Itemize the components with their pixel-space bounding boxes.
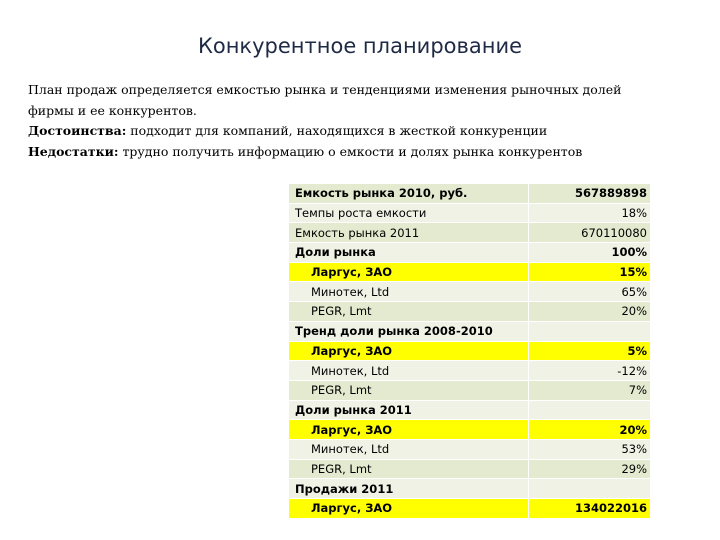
table-cell-value	[529, 479, 651, 499]
table-cell-label: PEGR, Lmt	[289, 459, 529, 479]
table-cell-label: Емкость рынка 2010, руб.	[289, 184, 529, 204]
table-cell-value: -12%	[529, 361, 651, 381]
table-cell-label: Темпы роста емкости	[289, 203, 529, 223]
slide-title: Конкурентное планирование	[197, 34, 523, 58]
table-row-pegr-share	[289, 302, 651, 322]
advantages-text: подходит для компаний, находящихся в жесткой конкуренции	[126, 123, 548, 138]
table-cell-value: 134022016	[529, 499, 651, 519]
table-row-pegr-trend	[289, 380, 651, 400]
table-cell-label: PEGR, Lmt	[289, 302, 529, 322]
drawbacks-paragraph	[28, 142, 688, 163]
advantages-label: Достоинства:	[28, 123, 127, 138]
intro-line-1: План продаж определяется емкостью рынка и тенденциями изменения рыночных долей	[28, 82, 622, 97]
table-cell-value: 53%	[529, 439, 651, 459]
table-cell-label: Минотек, Ltd	[289, 361, 529, 381]
drawbacks-label: Недостатки:	[28, 143, 119, 159]
table-cell-label: Емкость рынка 2011	[289, 223, 529, 243]
table-cell-label: Минотек, Ltd	[289, 439, 529, 459]
table-row-pegr-share-2011	[289, 459, 651, 479]
table-cell-value: 100%	[529, 243, 651, 263]
table-cell-value: 20%	[529, 420, 651, 440]
table-row-sales-2011-header	[289, 479, 651, 499]
table-row-capacity-growth	[289, 203, 651, 223]
table-cell-value	[529, 321, 651, 341]
table-cell-label: Доли рынка	[289, 243, 529, 263]
table-row-market-capacity-2011	[289, 223, 651, 243]
table-cell-value: 20%	[529, 302, 651, 322]
table-cell-value: 29%	[529, 459, 651, 479]
table-row-minotek-share	[289, 282, 651, 302]
table-cell-value: 15%	[529, 262, 651, 282]
table-cell-value	[529, 400, 651, 420]
table-cell-label: Тренд доли рынка 2008-2010	[289, 321, 529, 341]
table-cell-value: 65%	[529, 282, 651, 302]
table-row-largus-trend	[289, 341, 651, 361]
table-row-minotek-share-2011	[289, 439, 651, 459]
table-row-market-shares-header	[289, 243, 651, 263]
table-cell-value: 670110080	[529, 223, 651, 243]
table-cell-value: 18%	[529, 203, 651, 223]
table-row-trend-header	[289, 321, 651, 341]
table-row-minotek-trend	[289, 361, 651, 381]
drawbacks-text: трудно получить информацию о емкости и долях рынка конкурентов	[118, 143, 583, 159]
intro-text	[28, 80, 688, 162]
table-row-market-capacity-2010	[289, 184, 651, 204]
table-row-largus-sales-2011	[289, 499, 651, 519]
advantages-paragraph	[28, 121, 688, 142]
table-cell-value: 5%	[529, 341, 651, 361]
table-cell-label: Ларгус, ЗАО	[289, 262, 529, 282]
table-row-largus-share	[289, 262, 651, 282]
table-cell-label: Доли рынка 2011	[289, 400, 529, 420]
table-cell-label: PEGR, Lmt	[289, 380, 529, 400]
table-cell-label: Продажи 2011	[289, 479, 529, 499]
table-cell-label: Ларгус, ЗАО	[289, 499, 529, 519]
table-row-largus-share-2011	[289, 420, 651, 440]
table-row-shares-2011-header	[289, 400, 651, 420]
table-cell-label: Ларгус, ЗАО	[289, 341, 529, 361]
table-cell-value: 7%	[529, 380, 651, 400]
table-cell-value: 567889898	[529, 184, 651, 204]
table-cell-label: Минотек, Ltd	[289, 282, 529, 302]
intro-line-2: фирмы и ее конкурентов.	[28, 102, 197, 118]
market-share-table	[288, 183, 651, 519]
table-cell-label: Ларгус, ЗАО	[289, 420, 529, 440]
